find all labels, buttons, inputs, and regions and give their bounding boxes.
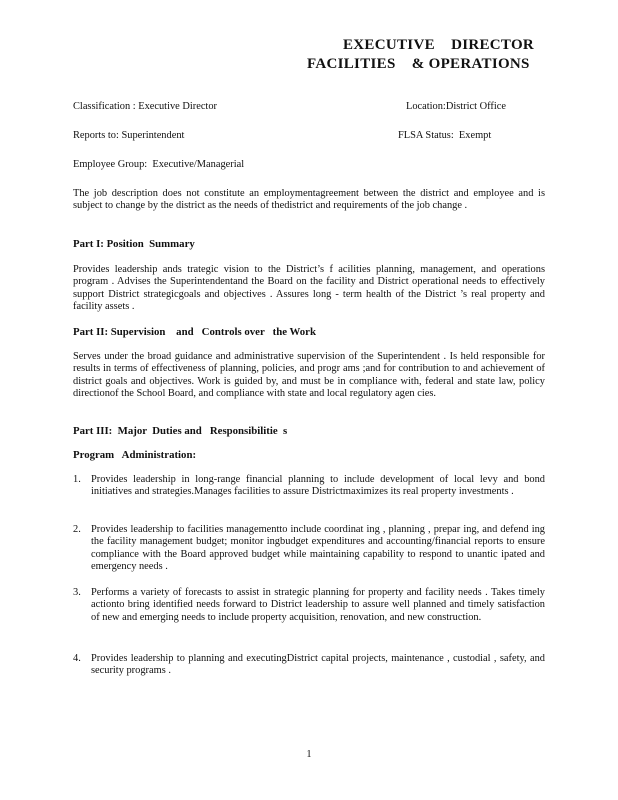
duty-item-number: 2. (73, 524, 81, 535)
part1-heading: Part I: Position Summary (73, 238, 195, 250)
part2-heading: Part II: Supervision and Controls over the Work (73, 326, 316, 338)
intro-paragraph: The job description does not constitute an employmentagreement between the district and employee and is subject to change by the district as the needs of thedistrict and requirements of the job change . (73, 188, 545, 212)
doc-title-line1: EXECUTIVE DIRECTOR (343, 37, 535, 53)
duty-item-2 (73, 524, 545, 573)
part1-paragraph: Provides leadership ands trategic vision to the District’s f acilities planning, management, and operations program . Advises the Superintendentand the Board on the facility and District operational needs to effectively support District strategicgoals and objectives . Assures long - term health of the District ’s real property and facility assets . (73, 264, 545, 312)
employee-group-field: Employee Group: Executive/Managerial (73, 159, 245, 170)
page-number: 1 (306, 749, 312, 760)
duty-item-text: Provides leadership in long-range financial planning to include development of local levy and bond initiatives and strategies.Manages facilities to assure Districtmaximizes its real property investments . (91, 474, 545, 498)
flsa-status-field: FLSA Status: Exempt (398, 130, 492, 141)
duty-item-number: 4. (73, 653, 81, 664)
part3-heading: Part III: Major Duties and Responsibilitie s (73, 425, 288, 437)
program-administration-subheading: Program Administration: (73, 449, 197, 461)
doc-title-line2: FACILITIES & OPERATIONS (307, 56, 530, 72)
part2-paragraph: Serves under the broad guidance and administrative supervision of the Superintendent . Is held responsible for results in terms of effectiveness of planning, policies, and progr ams ;and for contribution to and achievement of district goals and objectives. Work is guided by, and must be in compliance with, federal and state law, policy directionof the School Board, and compliance with state and local regulatory agen cies. (73, 351, 545, 399)
duty-item-text: Performs a variety of forecasts to assist in strategic planning for property and facility needs . Takes timely actionto bring identified needs forward to District leadership to assure well planned and timely satisfaction of new and emerging needs to include property acquisition, renovation, and new construction. (91, 587, 545, 623)
duty-item-number: 3. (73, 587, 81, 598)
duty-item-3 (73, 587, 545, 624)
location-field: Location:District Office (406, 101, 506, 112)
duty-item-text: Provides leadership to facilities managementto include coordinat ing , planning , prepar ing, and defend ing the facility management budget; monitor ingbudget expenditures and accounting/financial reports to ensure compliance with the Board approved budget while maintaining capability to respond to unantic ipated and emergency needs . (91, 524, 545, 572)
duty-item-text: Provides leadership to planning and executingDistrict capital projects, maintenance , custodial , safety, and security programs . (91, 653, 545, 677)
duty-item-4 (73, 653, 545, 678)
duty-item-number: 1. (73, 474, 81, 485)
duty-item-1 (73, 474, 545, 499)
classification-field: Classification : Executive Director (73, 101, 217, 112)
reports-to-field: Reports to: Superintendent (73, 130, 185, 141)
